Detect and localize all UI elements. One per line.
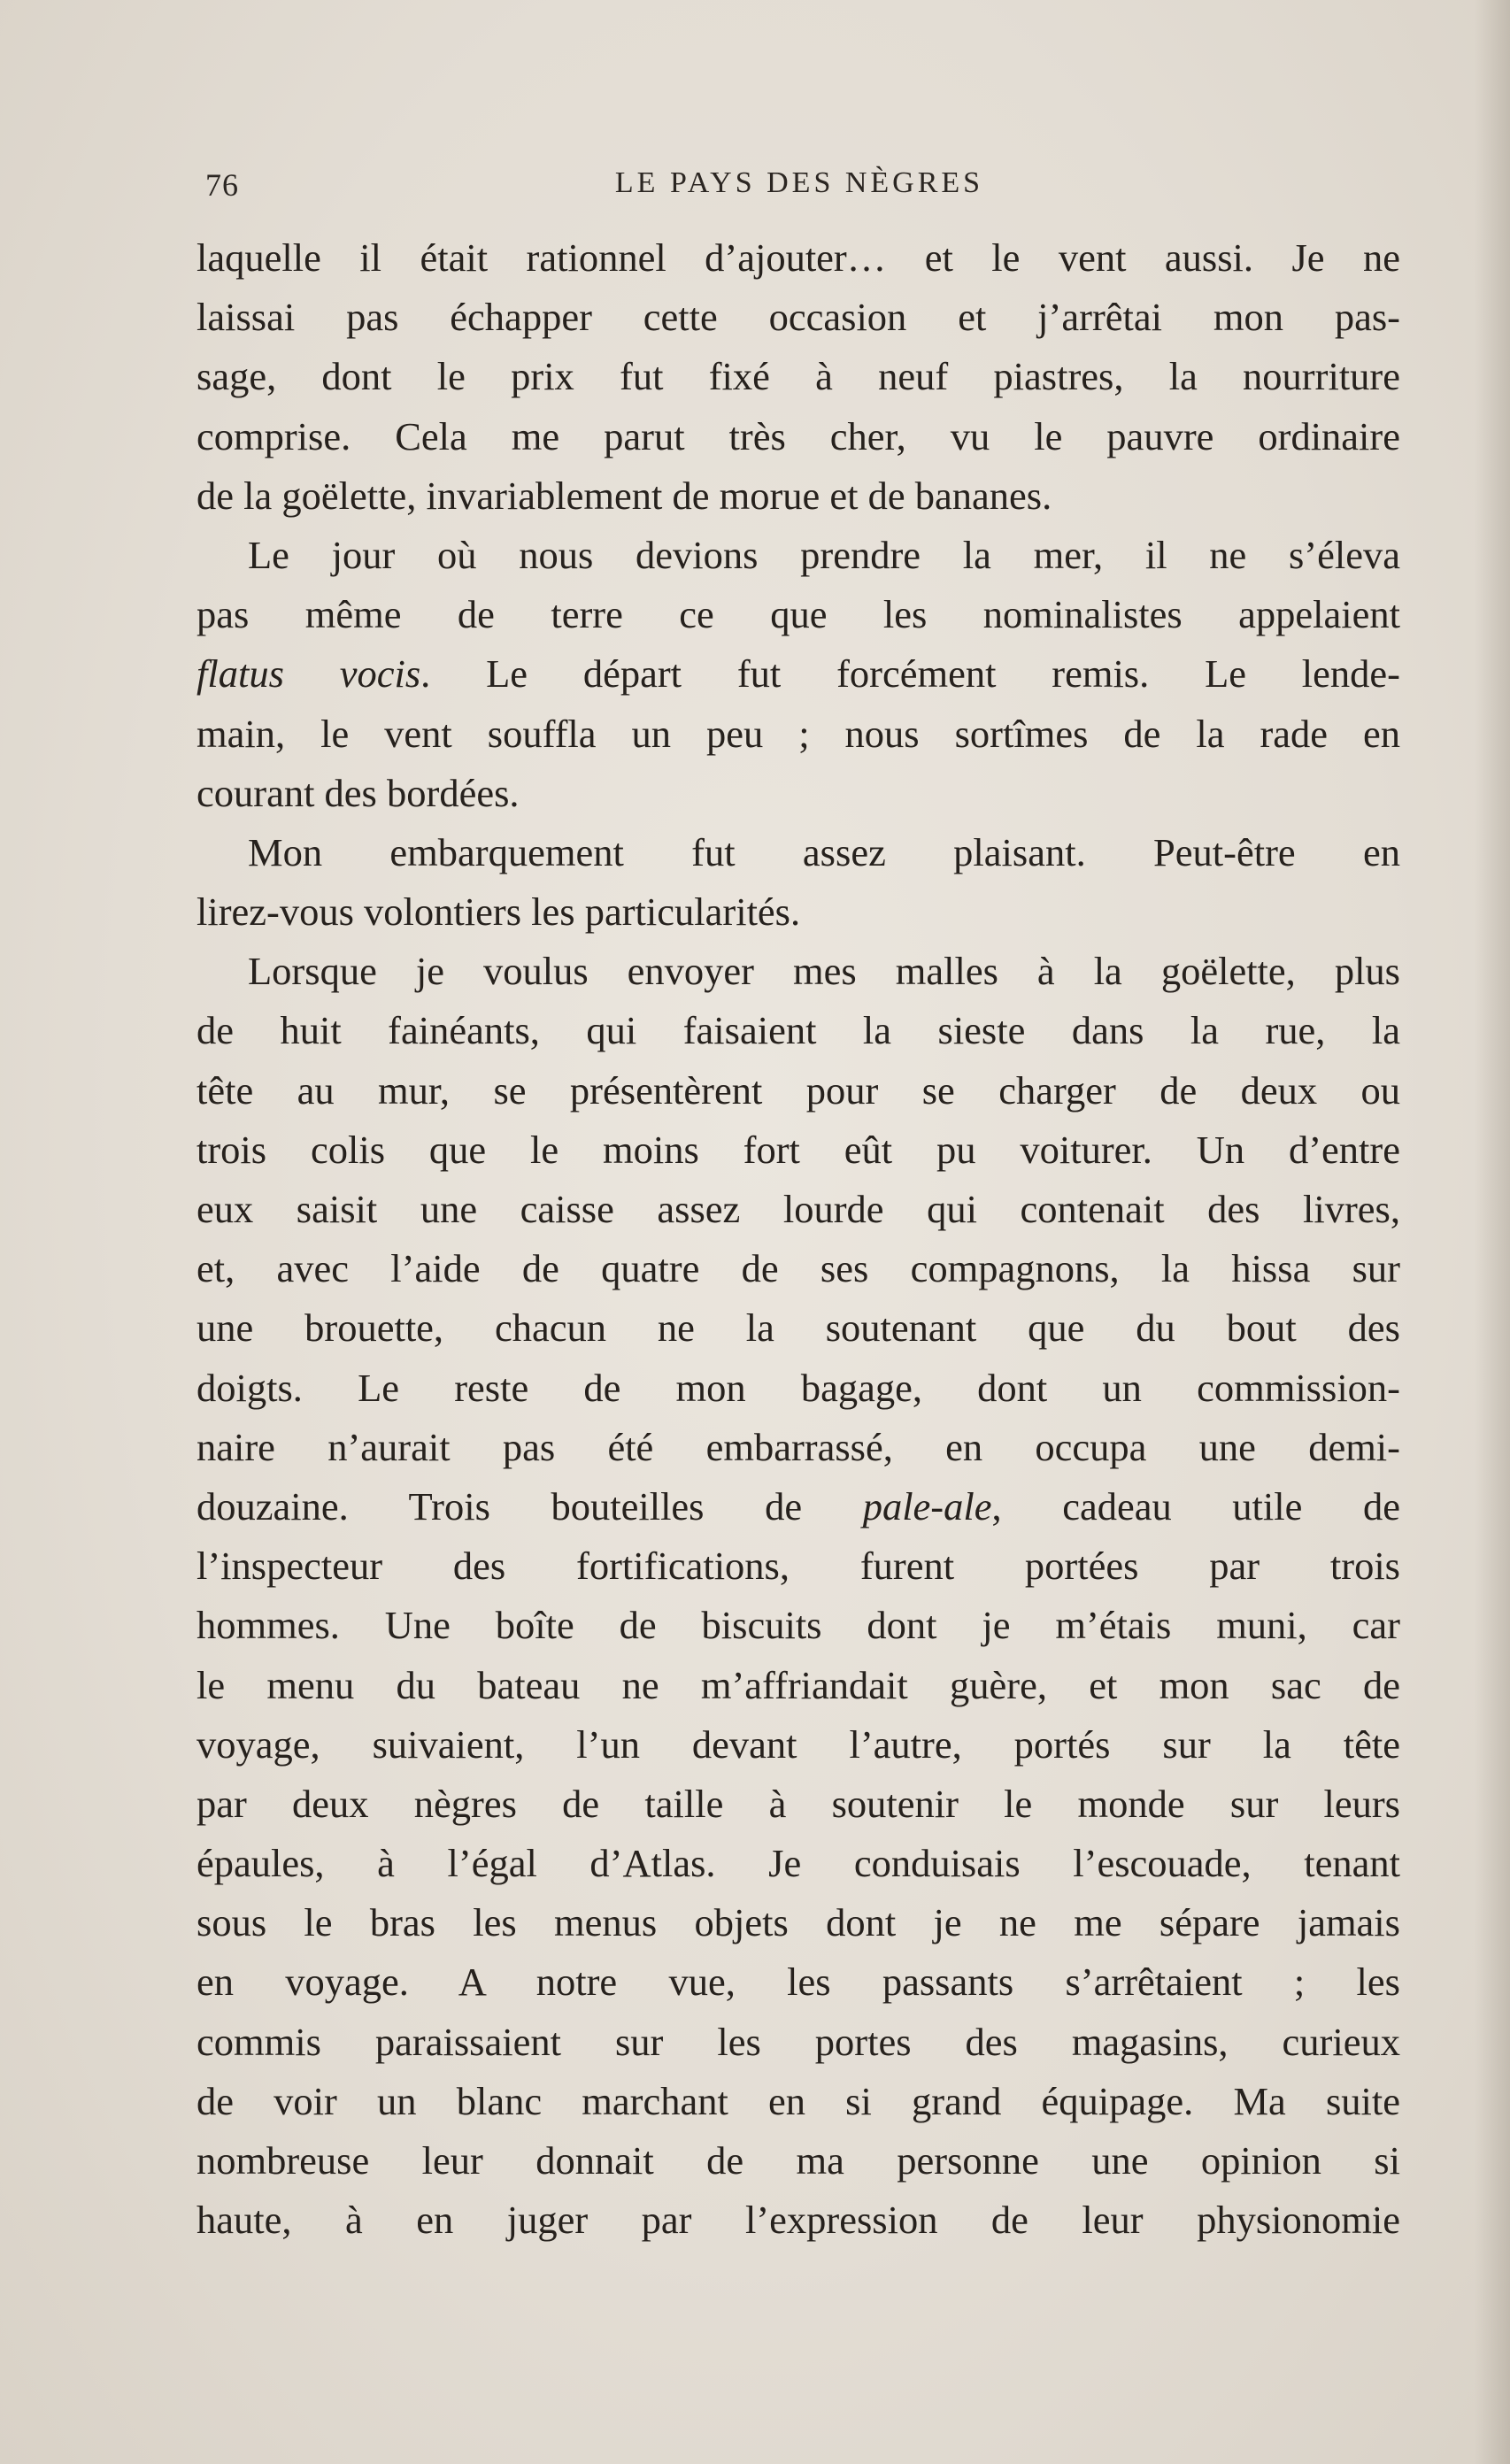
text-line: de voir un blanc marchant en si grand équipage. Ma suite bbox=[196, 2078, 1400, 2123]
text-line: laissai pas échapper cette occasion et j’arrêtai mon pas- bbox=[196, 295, 1400, 340]
line-before: douzaine. Trois bouteilles de bbox=[196, 1483, 863, 1528]
italic-phrase: pale-ale bbox=[862, 1483, 992, 1528]
text-line: trois colis que le moins fort eût pu voiturer. Un d’entre bbox=[196, 1127, 1400, 1172]
text-line: comprise. Cela me parut très cher, vu le pauvre ordinaire bbox=[196, 413, 1400, 458]
line-rest: , cadeau utile de bbox=[991, 1483, 1400, 1528]
text-line: Le jour où nous devions prendre la mer, il ne s’éleva bbox=[248, 532, 1400, 577]
text-line: hommes. Une boîte de biscuits dont je m’étais muni, car bbox=[196, 1603, 1400, 1648]
text-line: naire n’aurait pas été embarrassé, en occupa une demi- bbox=[196, 1424, 1400, 1469]
text-line: lirez-vous volontiers les particularités. bbox=[196, 889, 801, 935]
text-line: voyage, suivaient, l’un devant l’autre, portés sur la tête bbox=[196, 1721, 1400, 1767]
text-line: laquelle il était rationnel d’ajouter… et le vent aussi. Je ne bbox=[196, 235, 1400, 280]
text-line: et, avec l’aide de quatre de ses compagnons, la hissa sur bbox=[196, 1246, 1400, 1291]
text-line: sage, dont le prix fut fixé à neuf piastres, la nourriture bbox=[196, 354, 1400, 399]
text-line: main, le vent souffla un peu ; nous sortîmes de la rade en bbox=[196, 711, 1400, 756]
text-line: doigts. Le reste de mon bagage, dont un commission- bbox=[196, 1365, 1400, 1410]
text-line: sous le bras les menus objets dont je ne me sépare jamais bbox=[196, 1900, 1400, 1945]
text-line: haute, à en juger par l’expression de leur physionomie bbox=[196, 2198, 1400, 2243]
page-number: 76 bbox=[205, 167, 239, 203]
text-line: l’inspecteur des fortifications, furent portées par trois bbox=[196, 1544, 1400, 1589]
running-title: LE PAYS DES NÈGRES bbox=[614, 166, 984, 199]
line-rest: . Le départ fut forcément remis. Le lende- bbox=[420, 651, 1400, 697]
text-line: courant des bordées. bbox=[196, 770, 520, 815]
text-line: de la goëlette, invariablement de morue et de bananes. bbox=[196, 473, 1052, 518]
page-edge-shadow bbox=[1475, 0, 1510, 2464]
text-line: pas même de terre ce que les nominalistes appelaient bbox=[196, 592, 1400, 637]
italic-phrase: flatus vocis bbox=[196, 651, 421, 697]
page-header bbox=[202, 166, 1397, 211]
text-line bbox=[196, 1477, 1400, 1536]
text-line: tête au mur, se présentèrent pour se charger de deux ou bbox=[196, 1067, 1400, 1113]
text-line: par deux nègres de taille à soutenir le monde sur leurs bbox=[196, 1781, 1400, 1826]
text-line: épaules, à l’égal d’Atlas. Je conduisais l’escouade, tenant bbox=[196, 1841, 1400, 1886]
text-line: en voyage. A notre vue, les passants s’arrêtaient ; les bbox=[196, 1960, 1400, 2005]
text-line: commis paraissaient sur les portes des magasins, curieux bbox=[196, 2019, 1400, 2064]
text-line: le menu du bateau ne m’affriandait guère, et mon sac de bbox=[196, 1662, 1400, 1707]
text-line: nombreuse leur donnait de ma personne une opinion si bbox=[196, 2138, 1400, 2183]
text-line: une brouette, chacun ne la soutenant que du bout des bbox=[196, 1305, 1400, 1351]
text-line: Mon embarquement fut assez plaisant. Peut-être en bbox=[248, 829, 1400, 874]
body-text bbox=[196, 228, 1400, 2250]
text-line: de huit fainéants, qui faisaient la sieste dans la rue, la bbox=[196, 1008, 1400, 1053]
text-line bbox=[196, 644, 1400, 704]
text-line: Lorsque je voulus envoyer mes malles à la goëlette, plus bbox=[248, 949, 1400, 994]
text-line: eux saisit une caisse assez lourde qui contenait des livres, bbox=[196, 1187, 1400, 1231]
